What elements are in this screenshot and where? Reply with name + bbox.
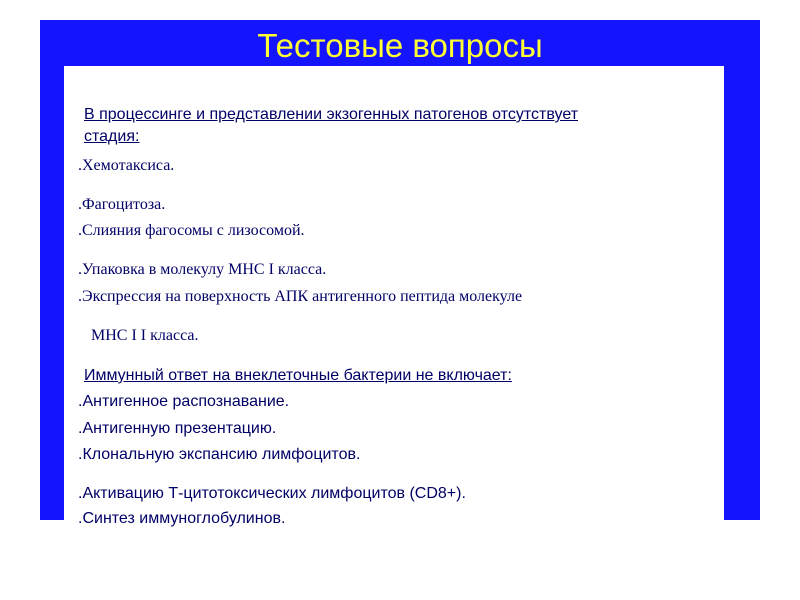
slide-title: Тестовые вопросы bbox=[257, 27, 543, 64]
question-2-option: .Синтез иммуноглобулинов. bbox=[78, 510, 286, 527]
question-1-option: .Упаковка в молекулу МНС I класса. bbox=[78, 261, 327, 278]
question-2-text: Иммунный ответ на внеклеточные бактерии не включает: bbox=[84, 367, 512, 384]
question-1-text-line-2: стадия: bbox=[84, 128, 140, 145]
question-1-text-line-1: В процессинге и представлении экзогенных патогенов отсутствует bbox=[84, 106, 579, 123]
question-1-option: .Слияния фагосомы с лизосомой. bbox=[78, 222, 305, 239]
question-1-option: .Хемотаксиса. bbox=[78, 157, 175, 174]
question-2-option: .Антигенное распознавание. bbox=[78, 393, 290, 410]
question-2-option: .Активацию Т-цитотоксических лимфоцитов (CD8+). bbox=[78, 485, 466, 502]
question-2-option: .Антигенную презентацию. bbox=[78, 420, 277, 437]
question-1-option: .Фагоцитоза. bbox=[78, 196, 166, 213]
slide bbox=[40, 20, 760, 527]
question-1-option: МНС I I класса. bbox=[91, 327, 199, 344]
question-1-option: .Экспрессия на поверхность АПК антигенного пептида молекуле bbox=[78, 288, 523, 305]
question-2-option: .Клональную экспансию лимфоцитов. bbox=[78, 446, 361, 463]
content-panel bbox=[64, 66, 724, 527]
